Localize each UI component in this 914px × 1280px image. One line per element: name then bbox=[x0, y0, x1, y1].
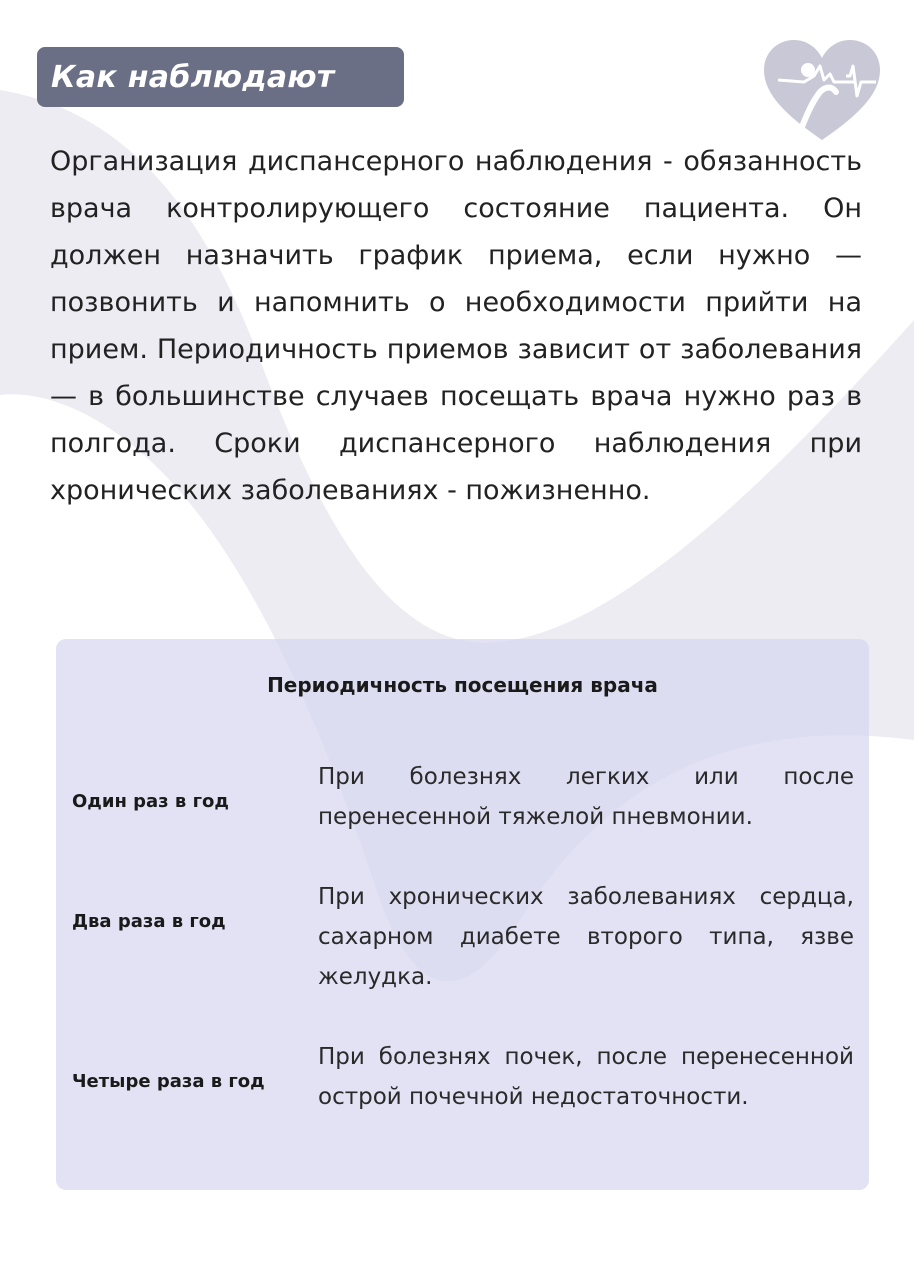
row-description: При болезнях почек, после перенесенной острой почечной недостаточности. bbox=[318, 1044, 854, 1110]
visit-frequency-table bbox=[56, 639, 869, 1190]
heart-cardio-person-icon bbox=[760, 36, 884, 144]
row-label: Четыре раза в год bbox=[72, 1071, 265, 1092]
row-description: При болезнях легких или после перенесенной тяжелой пневмонии. bbox=[318, 764, 854, 830]
table-title: Периодичность посещения врача bbox=[267, 673, 658, 697]
row-label: Два раза в год bbox=[72, 911, 226, 932]
intro-paragraph: Организация диспансерного наблюдения - обязанность врача контролирующего состояние пациента. Он должен назначить график приема, если нужно — позвонить и напомнить о необходимости прийти на прием. Периодичность приемов зависит от заболевания — в большинстве случаев посещать врача нужно раз в полгода. Сроки диспансерного наблюдения при хронических заболеваниях - пожизненно. bbox=[50, 146, 862, 506]
row-label: Один раз в год bbox=[72, 791, 229, 812]
row-description: При хронических заболеваниях сердца, сахарном диабете второго типа, язве желудка. bbox=[318, 884, 854, 990]
page-title: Как наблюдают bbox=[51, 59, 335, 95]
title-badge bbox=[37, 47, 404, 107]
